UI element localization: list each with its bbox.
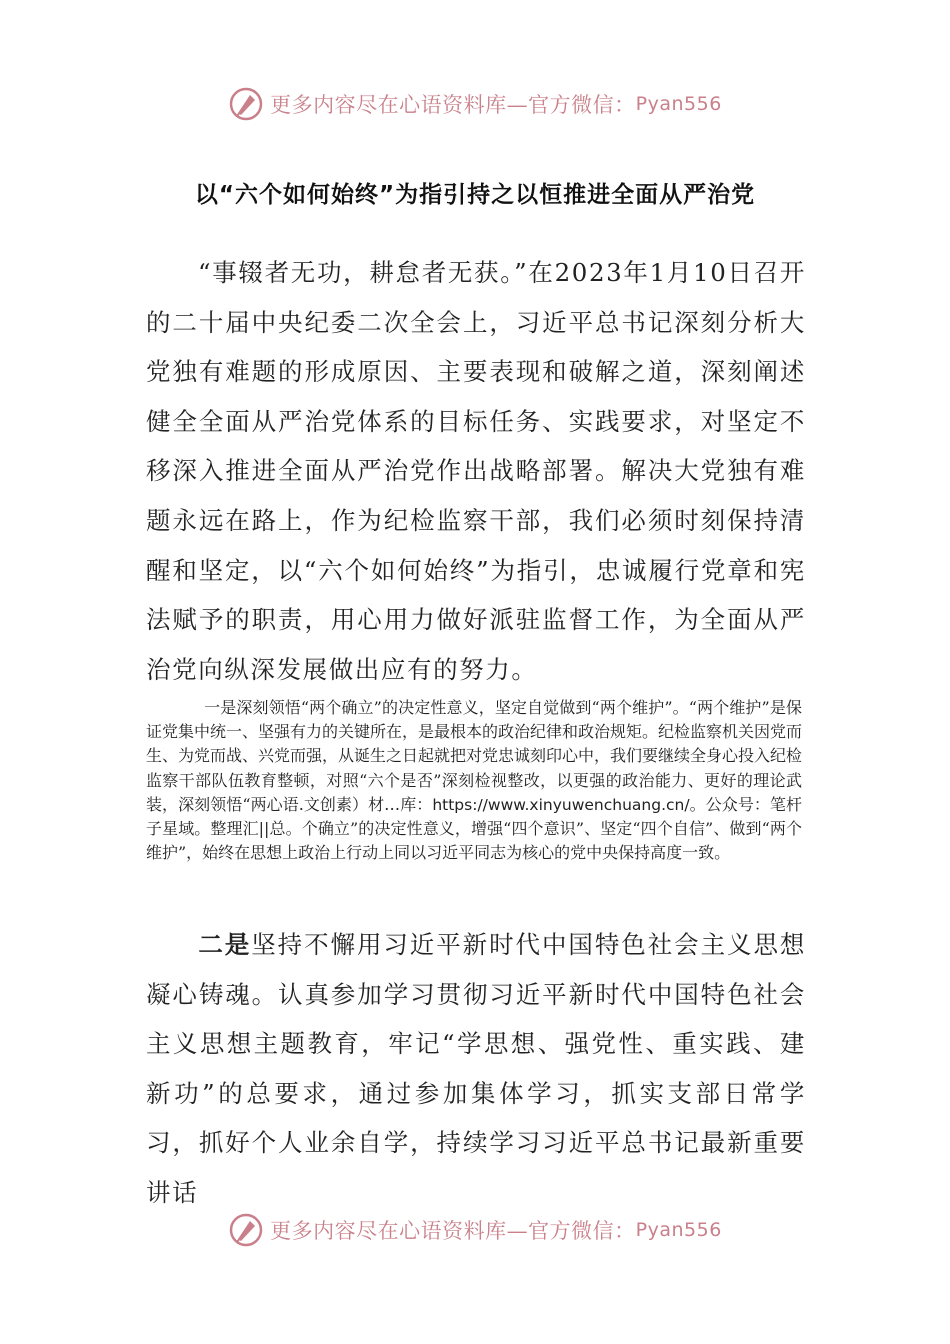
header-banner[interactable]: [0, 84, 950, 124]
banner-text: 更多内容尽在心语资料库—官方微信：: [270, 93, 636, 117]
point-two-text: 坚持不懈用习近平新时代中国特色社会主义思想凝心铸魂。认真参加学习贯彻习近平新时代中国特色社会主义思想主题教育，牢记“学思想、强党性、重实践、建新功”的总要求，通过参加集体学习，抓实支部日常学习，抓好个人业余自学，持续学习习近平总书记最新重要讲话: [146, 930, 806, 1207]
banner-wechat-id: Pyan556: [635, 93, 722, 115]
source-url-link[interactable]: https://www.xinyuwenchuang.cn/: [432, 795, 690, 814]
banner-text: 更多内容尽在心语资料库—官方微信：: [270, 1219, 636, 1243]
pen-nib-circle-icon: [228, 1212, 264, 1248]
footer-banner[interactable]: [0, 1210, 950, 1250]
intro-paragraph-text: “事辍者无功，耕怠者无获。”在2023年1月10日召开的二十届中央纪委二次全会上，习近平总书记深刻分析大党独有难题的形成原因、主要表现和破解之道，深刻阐述健全全面从严治党体系的目标任务、实践要求，对坚定不移深入推进全面从严治党作出战略部署。解决大党独有难题永远在路上，作为纪检监察干部，我们必须时刻保持清醒和坚定，以“六个如何始终”为指引，忠诚履行党章和宪法赋予的职责，用心用力做好派驻监督工作，为全面从严治党向纵深发展做出应有的努力。: [146, 258, 806, 684]
banner-wechat-id: Pyan556: [635, 1219, 722, 1241]
point-two-paragraph: [146, 920, 806, 1218]
point-two-lead: 二是: [198, 930, 252, 959]
point-one-text-tail: 。公众号：笔杆子星域。整理汇||总。个确立”的决定性意义，增强“四个意识”、坚定“四个自信”、做到“两个维护”，始终在思想上政治上行动上同以习近平同志为核心的党中央保持高度一致。: [146, 794, 802, 863]
document-title: 以“六个如何始终”为指引持之以恒推进全面从严治党: [194, 182, 756, 208]
point-one-text: 一是深刻领悟“两个确立”的决定性意义，坚定自觉做到“两个维护”。“两个维护”是保证党集中统一、坚强有力的关键所在，是最根本的政治纪律和政治规矩。纪检监察机关因党而生、为党而战、兴党而强，从诞生之日起就把对党忠诚刻印心中，我们要继续全身心投入纪检监察干部队伍教育整顿，对照“六个是否”深刻检视整改，以更强的政治能力、更好的理论武装，深刻领悟“两心语.文创素）材…库：: [146, 698, 803, 814]
pen-nib-circle-icon: [228, 86, 264, 122]
intro-paragraph: [146, 248, 806, 694]
point-one-paragraph: [146, 696, 802, 865]
